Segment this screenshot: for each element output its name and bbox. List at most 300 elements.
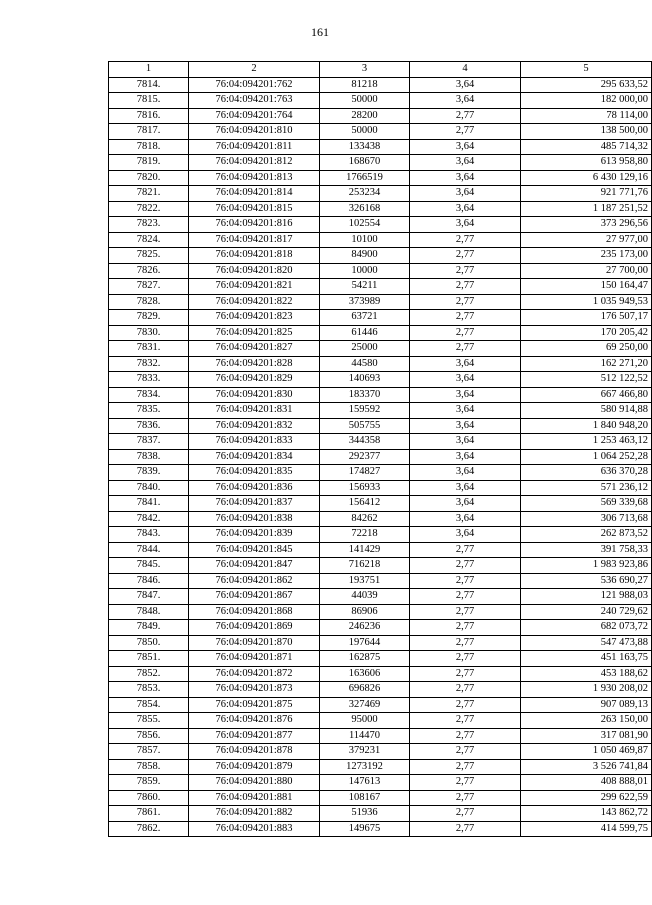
table-cell: 485 714,32 xyxy=(521,139,652,155)
table-cell: 76:04:094201:877 xyxy=(189,728,320,744)
table-cell: 2,77 xyxy=(410,620,521,636)
table-cell: 246236 xyxy=(320,620,410,636)
table-cell: 150 164,47 xyxy=(521,279,652,295)
table-cell: 76:04:094201:879 xyxy=(189,759,320,775)
table-cell: 667 466,80 xyxy=(521,387,652,403)
table-cell: 2,77 xyxy=(410,573,521,589)
table-cell: 76:04:094201:810 xyxy=(189,124,320,140)
table-cell: 2,77 xyxy=(410,325,521,341)
table-cell: 76:04:094201:813 xyxy=(189,170,320,186)
table-cell: 76:04:094201:823 xyxy=(189,310,320,326)
table-cell: 76:04:094201:835 xyxy=(189,465,320,481)
table-cell: 7817. xyxy=(109,124,189,140)
table-cell: 76:04:094201:873 xyxy=(189,682,320,698)
table-cell: 76:04:094201:814 xyxy=(189,186,320,202)
table-row xyxy=(109,186,652,202)
table-cell: 547 473,88 xyxy=(521,635,652,651)
table-row xyxy=(109,108,652,124)
table-cell: 2,77 xyxy=(410,806,521,822)
table-cell: 176 507,17 xyxy=(521,310,652,326)
table-row xyxy=(109,527,652,543)
table-cell: 408 888,01 xyxy=(521,775,652,791)
table-cell: 149675 xyxy=(320,821,410,837)
table-cell: 7842. xyxy=(109,511,189,527)
table-cell: 76:04:094201:820 xyxy=(189,263,320,279)
table-row xyxy=(109,558,652,574)
table-cell: 141429 xyxy=(320,542,410,558)
table-cell: 3,64 xyxy=(410,449,521,465)
table-cell: 613 958,80 xyxy=(521,155,652,171)
table-cell: 76:04:094201:839 xyxy=(189,527,320,543)
table-cell: 3,64 xyxy=(410,217,521,233)
table-cell: 7832. xyxy=(109,356,189,372)
table-cell: 1 064 252,28 xyxy=(521,449,652,465)
page-number: 161 xyxy=(311,25,329,39)
table-cell: 7839. xyxy=(109,465,189,481)
table-cell: 1273192 xyxy=(320,759,410,775)
table-cell: 76:04:094201:763 xyxy=(189,93,320,109)
table-cell: 102554 xyxy=(320,217,410,233)
table-cell: 7818. xyxy=(109,139,189,155)
table-body xyxy=(109,77,652,837)
table-cell: 147613 xyxy=(320,775,410,791)
table-cell: 2,77 xyxy=(410,589,521,605)
table-row xyxy=(109,418,652,434)
table-cell: 2,77 xyxy=(410,759,521,775)
table-cell: 2,77 xyxy=(410,279,521,295)
table-cell: 3,64 xyxy=(410,480,521,496)
table-cell: 235 173,00 xyxy=(521,248,652,264)
table-cell: 2,77 xyxy=(410,713,521,729)
table-cell: 7850. xyxy=(109,635,189,651)
table-cell: 159592 xyxy=(320,403,410,419)
table-cell: 76:04:094201:862 xyxy=(189,573,320,589)
table-cell: 27 977,00 xyxy=(521,232,652,248)
table-cell: 2,77 xyxy=(410,248,521,264)
column-header: 1 xyxy=(109,62,189,78)
table-row xyxy=(109,325,652,341)
table-cell: 7835. xyxy=(109,403,189,419)
table-cell: 61446 xyxy=(320,325,410,341)
table-cell: 3,64 xyxy=(410,465,521,481)
table-row xyxy=(109,217,652,233)
table-row xyxy=(109,310,652,326)
table-cell: 7826. xyxy=(109,263,189,279)
table-cell: 2,77 xyxy=(410,775,521,791)
table-cell: 7847. xyxy=(109,589,189,605)
table-cell: 3,64 xyxy=(410,403,521,419)
table-cell: 3,64 xyxy=(410,527,521,543)
table-cell: 76:04:094201:880 xyxy=(189,775,320,791)
table-cell: 716218 xyxy=(320,558,410,574)
table-cell: 162875 xyxy=(320,651,410,667)
table-cell: 7846. xyxy=(109,573,189,589)
table-row xyxy=(109,341,652,357)
table-row xyxy=(109,139,652,155)
table-cell: 168670 xyxy=(320,155,410,171)
table-cell: 2,77 xyxy=(410,263,521,279)
table-cell: 240 729,62 xyxy=(521,604,652,620)
table-cell: 76:04:094201:818 xyxy=(189,248,320,264)
table-cell: 2,77 xyxy=(410,651,521,667)
table-cell: 2,77 xyxy=(410,294,521,310)
table-cell: 50000 xyxy=(320,93,410,109)
table-row xyxy=(109,604,652,620)
table-row xyxy=(109,666,652,682)
table-cell: 76:04:094201:871 xyxy=(189,651,320,667)
table-cell: 1 050 469,87 xyxy=(521,744,652,760)
table-row xyxy=(109,775,652,791)
table-cell: 183370 xyxy=(320,387,410,403)
table-cell: 7857. xyxy=(109,744,189,760)
table-cell: 3,64 xyxy=(410,418,521,434)
table-cell: 7840. xyxy=(109,480,189,496)
table-cell: 76:04:094201:812 xyxy=(189,155,320,171)
table-cell: 76:04:094201:811 xyxy=(189,139,320,155)
table-cell: 7843. xyxy=(109,527,189,543)
table-cell: 373 296,56 xyxy=(521,217,652,233)
table-cell: 512 122,52 xyxy=(521,372,652,388)
table-cell: 2,77 xyxy=(410,682,521,698)
table-cell: 7830. xyxy=(109,325,189,341)
table-cell: 414 599,75 xyxy=(521,821,652,837)
table-cell: 7816. xyxy=(109,108,189,124)
table-cell: 78 114,00 xyxy=(521,108,652,124)
table-cell: 569 339,68 xyxy=(521,496,652,512)
table-cell: 7861. xyxy=(109,806,189,822)
table-cell: 10100 xyxy=(320,232,410,248)
table-cell: 1 187 251,52 xyxy=(521,201,652,217)
table-row xyxy=(109,155,652,171)
table-cell: 3,64 xyxy=(410,387,521,403)
table-row xyxy=(109,465,652,481)
table-cell: 3,64 xyxy=(410,511,521,527)
table-cell: 76:04:094201:837 xyxy=(189,496,320,512)
table-cell: 2,77 xyxy=(410,728,521,744)
table-cell: 7860. xyxy=(109,790,189,806)
table-cell: 7851. xyxy=(109,651,189,667)
table-cell: 76:04:094201:821 xyxy=(189,279,320,295)
table-cell: 317 081,90 xyxy=(521,728,652,744)
table-cell: 143 862,72 xyxy=(521,806,652,822)
table-row xyxy=(109,744,652,760)
table-cell: 76:04:094201:845 xyxy=(189,542,320,558)
table-cell: 7825. xyxy=(109,248,189,264)
table-cell: 76:04:094201:882 xyxy=(189,806,320,822)
column-header: 4 xyxy=(410,62,521,78)
table-cell: 76:04:094201:833 xyxy=(189,434,320,450)
table-row xyxy=(109,93,652,109)
table-cell: 7815. xyxy=(109,93,189,109)
table-cell: 7834. xyxy=(109,387,189,403)
table-cell: 7822. xyxy=(109,201,189,217)
table-cell: 571 236,12 xyxy=(521,480,652,496)
table-cell: 76:04:094201:831 xyxy=(189,403,320,419)
table-cell: 1 983 923,86 xyxy=(521,558,652,574)
table-cell: 76:04:094201:872 xyxy=(189,666,320,682)
table-cell: 299 622,59 xyxy=(521,790,652,806)
table-cell: 50000 xyxy=(320,124,410,140)
table-row xyxy=(109,403,652,419)
table-cell: 10000 xyxy=(320,263,410,279)
table-cell: 51936 xyxy=(320,806,410,822)
table-row xyxy=(109,496,652,512)
table-cell: 76:04:094201:815 xyxy=(189,201,320,217)
table-cell: 25000 xyxy=(320,341,410,357)
table-cell: 76:04:094201:878 xyxy=(189,744,320,760)
table-cell: 76:04:094201:881 xyxy=(189,790,320,806)
table-cell: 76:04:094201:762 xyxy=(189,77,320,93)
table-row xyxy=(109,387,652,403)
table-row xyxy=(109,124,652,140)
table-cell: 163606 xyxy=(320,666,410,682)
table-row xyxy=(109,821,652,837)
table-cell: 140693 xyxy=(320,372,410,388)
table-cell: 6 430 129,16 xyxy=(521,170,652,186)
table-cell: 3,64 xyxy=(410,496,521,512)
table-cell: 84900 xyxy=(320,248,410,264)
table-cell: 156412 xyxy=(320,496,410,512)
table-cell: 2,77 xyxy=(410,790,521,806)
table-cell: 193751 xyxy=(320,573,410,589)
table-cell: 76:04:094201:869 xyxy=(189,620,320,636)
table-cell: 1 035 949,53 xyxy=(521,294,652,310)
table-cell: 2,77 xyxy=(410,542,521,558)
table-row xyxy=(109,248,652,264)
table-row xyxy=(109,279,652,295)
table-cell: 108167 xyxy=(320,790,410,806)
table-row xyxy=(109,728,652,744)
table-cell: 86906 xyxy=(320,604,410,620)
table-cell: 696826 xyxy=(320,682,410,698)
table-row xyxy=(109,635,652,651)
table-cell: 69 250,00 xyxy=(521,341,652,357)
table-row xyxy=(109,232,652,248)
table-cell: 3,64 xyxy=(410,186,521,202)
table-cell: 7844. xyxy=(109,542,189,558)
table-row xyxy=(109,713,652,729)
table-cell: 7848. xyxy=(109,604,189,620)
table-cell: 76:04:094201:832 xyxy=(189,418,320,434)
table-cell: 76:04:094201:822 xyxy=(189,294,320,310)
column-header: 5 xyxy=(521,62,652,78)
table-cell: 1 930 208,02 xyxy=(521,682,652,698)
table-cell: 2,77 xyxy=(410,666,521,682)
table-cell: 907 089,13 xyxy=(521,697,652,713)
table-cell: 72218 xyxy=(320,527,410,543)
table-row xyxy=(109,573,652,589)
table-cell: 76:04:094201:868 xyxy=(189,604,320,620)
table-cell: 7814. xyxy=(109,77,189,93)
table-cell: 7833. xyxy=(109,372,189,388)
table-cell: 379231 xyxy=(320,744,410,760)
table-row xyxy=(109,480,652,496)
table-cell: 3,64 xyxy=(410,372,521,388)
table-cell: 3 526 741,84 xyxy=(521,759,652,775)
table-cell: 7858. xyxy=(109,759,189,775)
table-cell: 7862. xyxy=(109,821,189,837)
table-cell: 306 713,68 xyxy=(521,511,652,527)
table-cell: 76:04:094201:830 xyxy=(189,387,320,403)
table-row xyxy=(109,806,652,822)
table-cell: 2,77 xyxy=(410,558,521,574)
table-cell: 44580 xyxy=(320,356,410,372)
table-cell: 344358 xyxy=(320,434,410,450)
table-row xyxy=(109,542,652,558)
table-row xyxy=(109,449,652,465)
table-cell: 7852. xyxy=(109,666,189,682)
table-cell: 2,77 xyxy=(410,108,521,124)
table-row xyxy=(109,294,652,310)
table-cell: 326168 xyxy=(320,201,410,217)
table-cell: 133438 xyxy=(320,139,410,155)
table-cell: 1766519 xyxy=(320,170,410,186)
table-cell: 197644 xyxy=(320,635,410,651)
table-cell: 3,64 xyxy=(410,139,521,155)
table-cell: 76:04:094201:827 xyxy=(189,341,320,357)
table-cell: 7827. xyxy=(109,279,189,295)
table-cell: 7836. xyxy=(109,418,189,434)
table-row xyxy=(109,263,652,279)
column-header: 2 xyxy=(189,62,320,78)
column-header: 3 xyxy=(320,62,410,78)
table-cell: 295 633,52 xyxy=(521,77,652,93)
table-cell: 7859. xyxy=(109,775,189,791)
table-cell: 7849. xyxy=(109,620,189,636)
table-cell: 7837. xyxy=(109,434,189,450)
table-cell: 76:04:094201:876 xyxy=(189,713,320,729)
table-row xyxy=(109,682,652,698)
table-cell: 162 271,20 xyxy=(521,356,652,372)
table-cell: 76:04:094201:764 xyxy=(189,108,320,124)
table-cell: 373989 xyxy=(320,294,410,310)
table-cell: 27 700,00 xyxy=(521,263,652,279)
table-cell: 174827 xyxy=(320,465,410,481)
table-cell: 7856. xyxy=(109,728,189,744)
table-cell: 138 500,00 xyxy=(521,124,652,140)
table-cell: 44039 xyxy=(320,589,410,605)
table-cell: 76:04:094201:836 xyxy=(189,480,320,496)
table-cell: 76:04:094201:817 xyxy=(189,232,320,248)
table-cell: 76:04:094201:870 xyxy=(189,635,320,651)
table-cell: 453 188,62 xyxy=(521,666,652,682)
table-cell: 580 914,88 xyxy=(521,403,652,419)
table-cell: 76:04:094201:829 xyxy=(189,372,320,388)
table-cell: 391 758,33 xyxy=(521,542,652,558)
table-cell: 7829. xyxy=(109,310,189,326)
table-cell: 7838. xyxy=(109,449,189,465)
table-cell: 7845. xyxy=(109,558,189,574)
table-cell: 1 840 948,20 xyxy=(521,418,652,434)
table-cell: 7821. xyxy=(109,186,189,202)
table-cell: 2,77 xyxy=(410,604,521,620)
table-cell: 7831. xyxy=(109,341,189,357)
table-cell: 7828. xyxy=(109,294,189,310)
table-cell: 292377 xyxy=(320,449,410,465)
table-cell: 76:04:094201:825 xyxy=(189,325,320,341)
table-cell: 451 163,75 xyxy=(521,651,652,667)
table-cell: 7854. xyxy=(109,697,189,713)
table-cell: 7819. xyxy=(109,155,189,171)
table-cell: 3,64 xyxy=(410,201,521,217)
table-cell: 2,77 xyxy=(410,124,521,140)
table-cell: 81218 xyxy=(320,77,410,93)
table-row xyxy=(109,170,652,186)
table-cell: 76:04:094201:828 xyxy=(189,356,320,372)
table-header-row xyxy=(109,62,652,78)
table-cell: 505755 xyxy=(320,418,410,434)
table-cell: 3,64 xyxy=(410,434,521,450)
table-row xyxy=(109,201,652,217)
table-cell: 7823. xyxy=(109,217,189,233)
table-row xyxy=(109,651,652,667)
table-cell: 95000 xyxy=(320,713,410,729)
table-cell: 2,77 xyxy=(410,232,521,248)
table-cell: 76:04:094201:816 xyxy=(189,217,320,233)
table-cell: 3,64 xyxy=(410,170,521,186)
table-cell: 28200 xyxy=(320,108,410,124)
table-cell: 253234 xyxy=(320,186,410,202)
table-cell: 76:04:094201:875 xyxy=(189,697,320,713)
table-cell: 7824. xyxy=(109,232,189,248)
table-row xyxy=(109,759,652,775)
table-cell: 156933 xyxy=(320,480,410,496)
table-cell: 54211 xyxy=(320,279,410,295)
table-cell: 7853. xyxy=(109,682,189,698)
table-cell: 3,64 xyxy=(410,77,521,93)
table-row xyxy=(109,589,652,605)
table-cell: 7841. xyxy=(109,496,189,512)
table-cell: 2,77 xyxy=(410,744,521,760)
table-cell: 7855. xyxy=(109,713,189,729)
table-row xyxy=(109,434,652,450)
table-cell: 536 690,27 xyxy=(521,573,652,589)
table-cell: 3,64 xyxy=(410,93,521,109)
table-cell: 263 150,00 xyxy=(521,713,652,729)
table-cell: 2,77 xyxy=(410,310,521,326)
table-cell: 114470 xyxy=(320,728,410,744)
table-cell: 2,77 xyxy=(410,635,521,651)
table-row xyxy=(109,620,652,636)
table-cell: 2,77 xyxy=(410,341,521,357)
table-cell: 2,77 xyxy=(410,697,521,713)
table-cell: 76:04:094201:867 xyxy=(189,589,320,605)
table-cell: 76:04:094201:838 xyxy=(189,511,320,527)
data-table xyxy=(108,61,652,837)
table-cell: 262 873,52 xyxy=(521,527,652,543)
table-cell: 3,64 xyxy=(410,155,521,171)
table-cell: 121 988,03 xyxy=(521,589,652,605)
table-row xyxy=(109,77,652,93)
table-row xyxy=(109,697,652,713)
table-cell: 76:04:094201:847 xyxy=(189,558,320,574)
table-row xyxy=(109,372,652,388)
table-cell: 1 253 463,12 xyxy=(521,434,652,450)
table-cell: 327469 xyxy=(320,697,410,713)
table-row xyxy=(109,356,652,372)
table-row xyxy=(109,790,652,806)
table-cell: 182 000,00 xyxy=(521,93,652,109)
table-cell: 76:04:094201:883 xyxy=(189,821,320,837)
table-cell: 3,64 xyxy=(410,356,521,372)
table-cell: 7820. xyxy=(109,170,189,186)
table-cell: 63721 xyxy=(320,310,410,326)
table-cell: 170 205,42 xyxy=(521,325,652,341)
table-cell: 921 771,76 xyxy=(521,186,652,202)
table-row xyxy=(109,511,652,527)
table-cell: 2,77 xyxy=(410,821,521,837)
table-cell: 682 073,72 xyxy=(521,620,652,636)
